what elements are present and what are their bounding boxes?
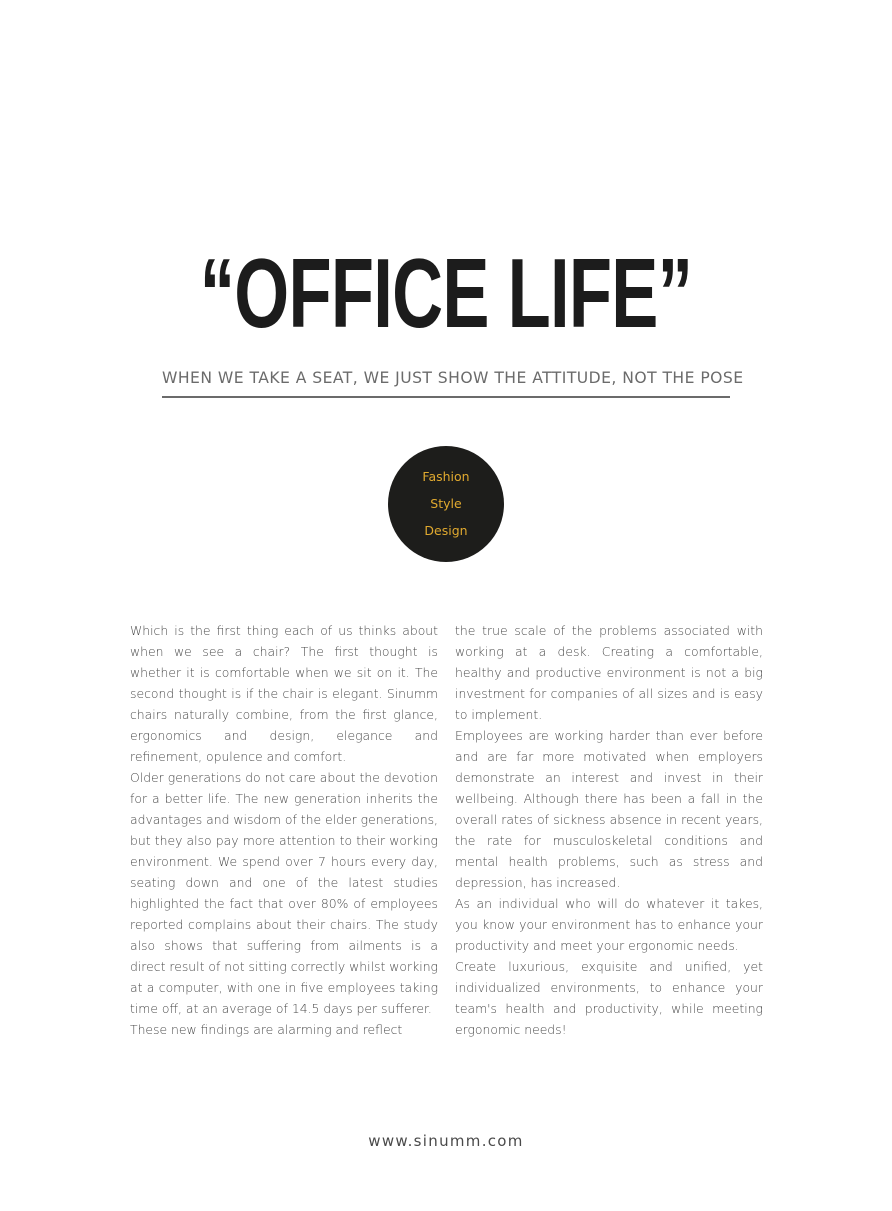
paragraph: Employees are working harder than ever before and are far more motivated when employers demonstrate an interest and invest in their wellbeing. Although there has been a fall in the overall rates of sickness absence in recent years, the rate for musculoskeletal conditions and mental health problems, such as stress and depression, has increased. [455, 728, 763, 890]
article-column-right [455, 620, 763, 1040]
website-url: www.sinumm.com [368, 1132, 524, 1150]
paragraph: As an individual who will do whatever it takes, you know your environment has to enhance your productivity and meet your ergonomic needs. [455, 896, 763, 953]
badge-word-fashion: Fashion [422, 469, 470, 484]
category-badge [388, 446, 504, 562]
paragraph: Older generations do not care about the devotion for a better life. The new generation inherits the advantages and wisdom of the elder generations, but they also pay more attention to their working environment. We spend over 7 hours every day, seating down and one of the latest studies highlighted the fact that over 80% of employees reported complains about their chairs. The study also shows that suffering from ailments is a direct result of not sitting correctly whilst working at a computer, with one in five employees taking time off, at an average of 14.5 days per sufferer. [130, 770, 438, 1016]
article-column-left [130, 620, 438, 1040]
page-title-text: “OFFICE LIFE” [199, 238, 693, 348]
paragraph: the true scale of the problems associated with working at a desk. Creating a comfortable, healthy and productive environment is not a big investment for companies of all sizes and is easy to implement. [455, 623, 763, 722]
badge-word-style: Style [430, 496, 462, 511]
paragraph: These new findings are alarming and reflect [130, 1022, 403, 1037]
page-title [0, 238, 892, 348]
page-subtitle: WHEN WE TAKE A SEAT, WE JUST SHOW THE ATTITUDE, NOT THE POSE [162, 366, 730, 398]
paragraph: Create luxurious, exquisite and unified, yet individualized environments, to enhance your team's health and productivity, while meeting ergonomic needs! [455, 959, 763, 1037]
badge-word-design: Design [424, 523, 468, 538]
paragraph: Which is the first thing each of us thinks about when we see a chair? The first thought is whether it is comfortable when we sit on it. The second thought is if the chair is elegant. Sinumm chairs naturally combine, from the first glance, ergonomics and design, elegance and refinement, opulence and comfort. [130, 623, 438, 764]
